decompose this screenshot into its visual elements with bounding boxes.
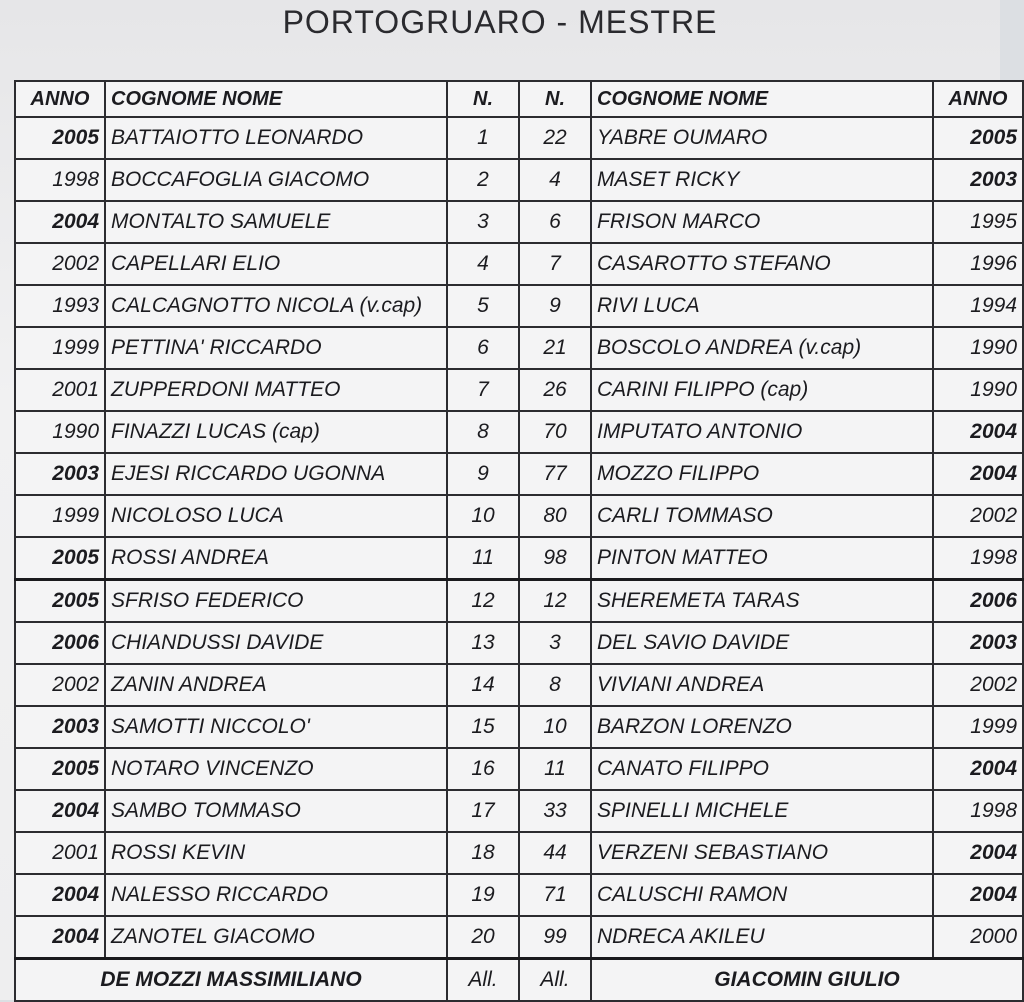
left-birth-year: 2005	[15, 117, 105, 159]
right-player-name: VIVIANI ANDREA	[591, 664, 933, 706]
left-birth-year: 1993	[15, 285, 105, 327]
left-shirt-number: 5	[447, 285, 519, 327]
left-birth-year: 2004	[15, 916, 105, 959]
right-player-name: SHEREMETA TARAS	[591, 580, 933, 623]
right-shirt-number: 26	[519, 369, 591, 411]
left-birth-year: 2004	[15, 201, 105, 243]
right-player-name: DEL SAVIO DAVIDE	[591, 622, 933, 664]
header-left-num: N.	[447, 81, 519, 117]
header-right-name: COGNOME NOME	[591, 81, 933, 117]
left-birth-year: 1999	[15, 495, 105, 537]
left-shirt-number: 15	[447, 706, 519, 748]
right-shirt-number: 70	[519, 411, 591, 453]
right-shirt-number: 6	[519, 201, 591, 243]
left-player-name: ROSSI KEVIN	[105, 832, 447, 874]
left-shirt-number: 18	[447, 832, 519, 874]
left-birth-year: 2002	[15, 243, 105, 285]
left-player-name: CHIANDUSSI DAVIDE	[105, 622, 447, 664]
left-birth-year: 1990	[15, 411, 105, 453]
right-shirt-number: 8	[519, 664, 591, 706]
left-birth-year: 2002	[15, 664, 105, 706]
left-player-name: PETTINA' RICCARDO	[105, 327, 447, 369]
right-shirt-number: 44	[519, 832, 591, 874]
right-shirt-number: 77	[519, 453, 591, 495]
right-birth-year: 2004	[933, 748, 1023, 790]
right-player-name: BARZON LORENZO	[591, 706, 933, 748]
player-row	[15, 622, 1023, 664]
right-player-name: PINTON MATTEO	[591, 537, 933, 580]
left-shirt-number: 13	[447, 622, 519, 664]
player-row	[15, 159, 1023, 201]
right-player-name: BOSCOLO ANDREA (v.cap)	[591, 327, 933, 369]
left-shirt-number: 6	[447, 327, 519, 369]
left-birth-year: 1999	[15, 327, 105, 369]
right-birth-year: 2006	[933, 580, 1023, 623]
right-birth-year: 2000	[933, 916, 1023, 959]
right-shirt-number: 3	[519, 622, 591, 664]
player-row	[15, 117, 1023, 159]
left-shirt-number: 8	[447, 411, 519, 453]
right-player-name: RIVI LUCA	[591, 285, 933, 327]
left-player-name: FINAZZI LUCAS (cap)	[105, 411, 447, 453]
left-birth-year: 2005	[15, 748, 105, 790]
right-shirt-number: 22	[519, 117, 591, 159]
player-row	[15, 580, 1023, 623]
right-birth-year: 1990	[933, 369, 1023, 411]
left-birth-year: 2001	[15, 369, 105, 411]
right-shirt-number: 71	[519, 874, 591, 916]
player-row	[15, 285, 1023, 327]
left-birth-year: 2003	[15, 706, 105, 748]
right-birth-year: 2004	[933, 874, 1023, 916]
left-coach-role: All.	[447, 959, 519, 1002]
left-shirt-number: 19	[447, 874, 519, 916]
right-coach: GIACOMIN GIULIO	[591, 959, 1023, 1002]
left-player-name: CALCAGNOTTO NICOLA (v.cap)	[105, 285, 447, 327]
player-row	[15, 706, 1023, 748]
player-row	[15, 790, 1023, 832]
left-player-name: SAMBO TOMMASO	[105, 790, 447, 832]
left-player-name: ZANIN ANDREA	[105, 664, 447, 706]
player-row	[15, 874, 1023, 916]
left-shirt-number: 4	[447, 243, 519, 285]
right-player-name: CASAROTTO STEFANO	[591, 243, 933, 285]
left-player-name: CAPELLARI ELIO	[105, 243, 447, 285]
left-birth-year: 1998	[15, 159, 105, 201]
right-birth-year: 1994	[933, 285, 1023, 327]
left-player-name: ROSSI ANDREA	[105, 537, 447, 580]
player-row	[15, 537, 1023, 580]
right-shirt-number: 11	[519, 748, 591, 790]
right-birth-year: 2005	[933, 117, 1023, 159]
header-right-year: ANNO	[933, 81, 1023, 117]
right-shirt-number: 9	[519, 285, 591, 327]
right-birth-year: 2002	[933, 664, 1023, 706]
player-row	[15, 495, 1023, 537]
right-player-name: VERZENI SEBASTIANO	[591, 832, 933, 874]
right-birth-year: 1990	[933, 327, 1023, 369]
player-row	[15, 201, 1023, 243]
right-birth-year: 2004	[933, 411, 1023, 453]
left-shirt-number: 16	[447, 748, 519, 790]
left-shirt-number: 14	[447, 664, 519, 706]
right-player-name: FRISON MARCO	[591, 201, 933, 243]
left-shirt-number: 1	[447, 117, 519, 159]
left-birth-year: 2006	[15, 622, 105, 664]
right-shirt-number: 21	[519, 327, 591, 369]
left-player-name: NICOLOSO LUCA	[105, 495, 447, 537]
right-shirt-number: 12	[519, 580, 591, 623]
right-birth-year: 2004	[933, 832, 1023, 874]
player-row	[15, 369, 1023, 411]
left-birth-year: 2004	[15, 874, 105, 916]
left-shirt-number: 3	[447, 201, 519, 243]
left-player-name: SAMOTTI NICCOLO'	[105, 706, 447, 748]
left-shirt-number: 20	[447, 916, 519, 959]
lineup-table	[14, 80, 1024, 1002]
player-row	[15, 453, 1023, 495]
right-player-name: YABRE OUMARO	[591, 117, 933, 159]
left-player-name: ZUPPERDONI MATTEO	[105, 369, 447, 411]
right-shirt-number: 80	[519, 495, 591, 537]
right-shirt-number: 33	[519, 790, 591, 832]
right-shirt-number: 99	[519, 916, 591, 959]
header-left-year: ANNO	[15, 81, 105, 117]
right-birth-year: 2003	[933, 622, 1023, 664]
right-player-name: CARINI FILIPPO (cap)	[591, 369, 933, 411]
right-birth-year: 1998	[933, 790, 1023, 832]
right-birth-year: 2003	[933, 159, 1023, 201]
left-player-name: NALESSO RICCARDO	[105, 874, 447, 916]
right-shirt-number: 98	[519, 537, 591, 580]
left-shirt-number: 10	[447, 495, 519, 537]
player-row	[15, 748, 1023, 790]
player-row	[15, 411, 1023, 453]
right-birth-year: 1996	[933, 243, 1023, 285]
coach-row	[15, 959, 1023, 1002]
left-shirt-number: 11	[447, 537, 519, 580]
left-shirt-number: 2	[447, 159, 519, 201]
right-player-name: IMPUTATO ANTONIO	[591, 411, 933, 453]
left-birth-year: 2005	[15, 580, 105, 623]
right-coach-role: All.	[519, 959, 591, 1002]
right-player-name: MASET RICKY	[591, 159, 933, 201]
left-shirt-number: 12	[447, 580, 519, 623]
right-shirt-number: 10	[519, 706, 591, 748]
right-player-name: SPINELLI MICHELE	[591, 790, 933, 832]
left-player-name: MONTALTO SAMUELE	[105, 201, 447, 243]
right-birth-year: 1999	[933, 706, 1023, 748]
left-player-name: EJESI RICCARDO UGONNA	[105, 453, 447, 495]
left-player-name: NOTARO VINCENZO	[105, 748, 447, 790]
match-title: PORTOGRUARO - MESTRE	[282, 4, 718, 40]
header-row	[15, 81, 1023, 117]
player-row	[15, 832, 1023, 874]
right-birth-year: 1998	[933, 537, 1023, 580]
left-player-name: BATTAIOTTO LEONARDO	[105, 117, 447, 159]
player-row	[15, 916, 1023, 959]
left-birth-year: 2004	[15, 790, 105, 832]
left-birth-year: 2005	[15, 537, 105, 580]
right-birth-year: 1995	[933, 201, 1023, 243]
right-player-name: CANATO FILIPPO	[591, 748, 933, 790]
left-birth-year: 2003	[15, 453, 105, 495]
right-shirt-number: 7	[519, 243, 591, 285]
left-birth-year: 2001	[15, 832, 105, 874]
left-player-name: BOCCAFOGLIA GIACOMO	[105, 159, 447, 201]
right-birth-year: 2002	[933, 495, 1023, 537]
player-row	[15, 664, 1023, 706]
left-shirt-number: 17	[447, 790, 519, 832]
right-shirt-number: 4	[519, 159, 591, 201]
header-left-name: COGNOME NOME	[105, 81, 447, 117]
player-row	[15, 243, 1023, 285]
right-birth-year: 2004	[933, 453, 1023, 495]
right-player-name: CARLI TOMMASO	[591, 495, 933, 537]
right-player-name: NDRECA AKILEU	[591, 916, 933, 959]
right-player-name: MOZZO FILIPPO	[591, 453, 933, 495]
header-right-num: N.	[519, 81, 591, 117]
left-player-name: ZANOTEL GIACOMO	[105, 916, 447, 959]
left-shirt-number: 7	[447, 369, 519, 411]
right-player-name: CALUSCHI RAMON	[591, 874, 933, 916]
left-player-name: SFRISO FEDERICO	[105, 580, 447, 623]
player-row	[15, 327, 1023, 369]
left-shirt-number: 9	[447, 453, 519, 495]
left-coach: DE MOZZI MASSIMILIANO	[15, 959, 447, 1002]
